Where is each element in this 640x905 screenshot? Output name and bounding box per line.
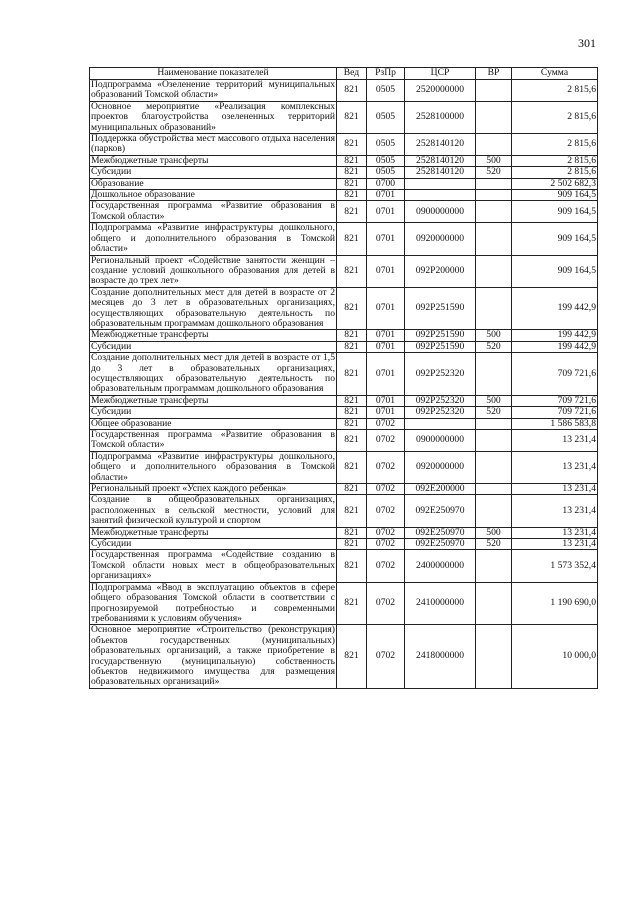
cell-vr — [476, 101, 512, 133]
cell-rzpr: 0702 — [367, 527, 405, 538]
cell-name: Создание в общеобразовательных организациях, расположенных в сельской местности, условий для занятий физической культурой и спортом — [91, 494, 335, 527]
cell-vr — [476, 430, 512, 452]
cell-rzpr: 0701 — [367, 255, 405, 287]
cell-ved: 821 — [337, 190, 367, 201]
table-row — [90, 287, 598, 330]
table-row — [90, 430, 598, 452]
cell-csr: 092P252320 — [405, 395, 476, 406]
table-row — [90, 178, 598, 189]
cell-name: Государственная программа «Содействие созданию в Томской области новых мест в общеобразовательных организациях» — [91, 549, 335, 582]
cell-csr — [405, 190, 476, 201]
cell-csr — [405, 418, 476, 429]
cell-ved: 821 — [337, 178, 367, 189]
cell-csr: 092P200000 — [405, 255, 476, 287]
cell-ved: 821 — [337, 418, 367, 429]
table-row — [90, 353, 598, 396]
cell-ved: 821 — [337, 80, 367, 102]
cell-rzpr: 0505 — [367, 155, 405, 166]
cell-ved: 821 — [337, 495, 367, 527]
header-vr: ВР — [476, 68, 512, 80]
table-row — [90, 201, 598, 223]
cell-name: Региональный проект «Успех каждого ребенка» — [90, 484, 337, 495]
cell-csr: 0900000000 — [405, 201, 476, 223]
budget-table — [89, 67, 598, 689]
cell-vr — [476, 418, 512, 429]
cell-sum: 2 502 682,3 — [512, 178, 598, 189]
cell-name: Образование — [90, 178, 337, 189]
cell-vr — [476, 80, 512, 102]
cell-csr: 0920000000 — [405, 451, 476, 483]
cell-sum: 13 231,4 — [512, 451, 598, 483]
table-row — [90, 223, 598, 255]
cell-csr: 092P252320 — [405, 407, 476, 418]
cell-csr: 092P251590 — [405, 330, 476, 341]
cell-rzpr: 0702 — [367, 625, 405, 688]
table-row — [90, 418, 598, 429]
cell-vr — [476, 484, 512, 495]
table-row — [90, 407, 598, 418]
cell-vr: 520 — [476, 341, 512, 352]
cell-sum: 13 231,4 — [512, 484, 598, 495]
cell-csr — [405, 178, 476, 189]
cell-ved: 821 — [337, 223, 367, 255]
table-row — [90, 255, 598, 287]
cell-csr: 092P252320 — [405, 353, 476, 396]
cell-ved: 821 — [337, 395, 367, 406]
cell-ved: 821 — [337, 582, 367, 625]
cell-rzpr: 0702 — [367, 582, 405, 625]
cell-sum: 909 164,5 — [512, 190, 598, 201]
cell-rzpr: 0702 — [367, 430, 405, 452]
cell-ved: 821 — [337, 155, 367, 166]
cell-vr — [476, 550, 512, 582]
cell-sum: 1 190 690,0 — [512, 582, 598, 625]
cell-name: Субсидии — [90, 407, 337, 418]
cell-sum: 2 815,6 — [512, 167, 598, 178]
cell-csr: 2528140120 — [405, 134, 476, 156]
cell-name: Межбюджетные трансферты — [90, 395, 337, 406]
cell-rzpr: 0702 — [367, 451, 405, 483]
table-body — [90, 80, 598, 689]
cell-sum: 909 164,5 — [512, 255, 598, 287]
cell-sum: 10 000,0 — [512, 625, 598, 688]
table-row — [90, 134, 598, 156]
cell-name: Подпрограмма «Развитие инфраструктуры дошкольного, общего и дополнительного образования в Томской области» — [91, 222, 335, 255]
cell-name: Государственная программа «Развитие образования в Томской области» — [91, 429, 335, 451]
cell-rzpr: 0702 — [367, 539, 405, 550]
cell-ved: 821 — [337, 255, 367, 287]
table-row — [90, 451, 598, 483]
cell-sum: 1 586 583,8 — [512, 418, 598, 429]
header-rzpr: РзПр — [367, 68, 405, 80]
cell-sum: 199 442,9 — [512, 341, 598, 352]
cell-name: Субсидии — [90, 539, 337, 550]
page-number: 301 — [578, 36, 596, 50]
cell-csr: 2410000000 — [405, 582, 476, 625]
cell-name: Субсидии — [90, 167, 337, 178]
cell-rzpr: 0505 — [367, 101, 405, 133]
cell-csr: 092E250970 — [405, 495, 476, 527]
cell-name: Субсидии — [90, 341, 337, 352]
cell-vr — [476, 353, 512, 396]
table-row — [90, 395, 598, 406]
table-row — [90, 80, 598, 102]
cell-rzpr: 0701 — [367, 201, 405, 223]
cell-csr: 2528140120 — [405, 155, 476, 166]
cell-sum: 2 815,6 — [512, 101, 598, 133]
cell-rzpr: 0701 — [367, 190, 405, 201]
cell-name: Подпрограмма «Развитие инфраструктуры дошкольного, общего и дополнительного образования в Томской области» — [91, 450, 335, 483]
table-row — [90, 625, 598, 688]
table-row — [90, 167, 598, 178]
table-row — [90, 330, 598, 341]
cell-vr — [476, 287, 512, 330]
cell-rzpr: 0702 — [367, 550, 405, 582]
cell-ved: 821 — [337, 430, 367, 452]
cell-ved: 821 — [337, 625, 367, 688]
cell-ved: 821 — [337, 287, 367, 330]
cell-rzpr: 0505 — [367, 134, 405, 156]
cell-csr: 0900000000 — [405, 430, 476, 452]
cell-csr: 2528140120 — [405, 167, 476, 178]
cell-rzpr: 0701 — [367, 395, 405, 406]
cell-sum: 13 231,4 — [512, 430, 598, 452]
cell-sum: 199 442,9 — [512, 287, 598, 330]
header-ved: Вед — [337, 68, 367, 80]
cell-sum: 709 721,6 — [512, 353, 598, 396]
cell-csr: 092E200000 — [405, 484, 476, 495]
cell-csr: 092E250970 — [405, 527, 476, 538]
cell-vr: 520 — [476, 167, 512, 178]
cell-ved: 821 — [337, 134, 367, 156]
table-row — [90, 155, 598, 166]
cell-csr: 0920000000 — [405, 223, 476, 255]
cell-vr: 500 — [476, 395, 512, 406]
cell-vr — [476, 223, 512, 255]
cell-vr: 500 — [476, 155, 512, 166]
cell-ved: 821 — [337, 527, 367, 538]
cell-rzpr: 0701 — [367, 341, 405, 352]
cell-rzpr: 0701 — [367, 353, 405, 396]
cell-vr — [476, 178, 512, 189]
cell-sum: 1 573 352,4 — [512, 550, 598, 582]
cell-ved: 821 — [337, 201, 367, 223]
cell-vr: 520 — [476, 407, 512, 418]
header-csr: ЦСР — [405, 68, 476, 80]
cell-csr: 092P251590 — [405, 287, 476, 330]
cell-name: Создание дополнительных мест для детей в возрасте от 1,5 до 3 лет в образовательных организациях, осуществляющих образовательную деятельность по образовательным программам дошкольного образования — [91, 352, 335, 395]
cell-rzpr: 0702 — [367, 495, 405, 527]
cell-rzpr: 0701 — [367, 330, 405, 341]
cell-sum: 13 231,4 — [512, 495, 598, 527]
table-row — [90, 539, 598, 550]
cell-ved: 821 — [337, 484, 367, 495]
cell-vr — [476, 190, 512, 201]
cell-ved: 821 — [337, 407, 367, 418]
table-row — [90, 582, 598, 625]
cell-name: Государственная программа «Развитие образования в Томской области» — [91, 200, 335, 222]
cell-name: Региональный проект «Содействие занятости женщин – создание условий дошкольного образования для детей в возрасте до трех лет» — [91, 254, 335, 287]
cell-sum: 2 815,6 — [512, 134, 598, 156]
cell-sum: 709 721,6 — [512, 407, 598, 418]
cell-csr: 092P251590 — [405, 341, 476, 352]
cell-name: Межбюджетные трансферты — [90, 330, 337, 341]
cell-ved: 821 — [337, 167, 367, 178]
header-sum: Сумма — [512, 68, 598, 80]
cell-name: Межбюджетные трансферты — [90, 155, 337, 166]
cell-vr: 520 — [476, 539, 512, 550]
table-row — [90, 550, 598, 582]
cell-vr — [476, 625, 512, 688]
cell-name: Дошкольное образование — [90, 190, 337, 201]
cell-name: Подпрограмма «Ввод в эксплуатацию объектов в сфере общего образования Томской области в соответствии с прогнозируемой потребностью и современными требованиями к условиям обучения» — [91, 581, 335, 624]
cell-vr — [476, 201, 512, 223]
cell-name: Основное мероприятие «Реализация комплексных проектов благоустройства озелененных территорий муниципальных образований» — [91, 100, 335, 133]
cell-name: Подпрограмма «Озеленение территорий муниципальных образований Томской области» — [91, 79, 335, 101]
cell-vr — [476, 255, 512, 287]
cell-name: Создание дополнительных мест для детей в возрасте от 2 месяцев до 3 лет в образовательных организациях, осуществляющих образовательную деятельность по образовательным программам дошкольного образования — [91, 286, 335, 329]
cell-ved: 821 — [337, 451, 367, 483]
cell-csr: 2400000000 — [405, 550, 476, 582]
cell-sum: 13 231,4 — [512, 527, 598, 538]
table-row — [90, 495, 598, 527]
cell-sum: 13 231,4 — [512, 539, 598, 550]
cell-sum: 199 442,9 — [512, 330, 598, 341]
cell-ved: 821 — [337, 539, 367, 550]
cell-ved: 821 — [337, 101, 367, 133]
table-row — [90, 190, 598, 201]
header-name: Наименование показателей — [90, 68, 337, 80]
cell-vr — [476, 451, 512, 483]
cell-rzpr: 0701 — [367, 287, 405, 330]
cell-rzpr: 0701 — [367, 407, 405, 418]
cell-vr — [476, 495, 512, 527]
cell-sum: 709 721,6 — [512, 395, 598, 406]
cell-vr — [476, 582, 512, 625]
table-row — [90, 527, 598, 538]
cell-rzpr: 0700 — [367, 178, 405, 189]
table-row — [90, 341, 598, 352]
cell-vr: 500 — [476, 330, 512, 341]
cell-vr: 500 — [476, 527, 512, 538]
cell-name: Межбюджетные трансферты — [90, 527, 337, 538]
cell-ved: 821 — [337, 550, 367, 582]
cell-ved: 821 — [337, 353, 367, 396]
cell-rzpr: 0701 — [367, 223, 405, 255]
table-header-row — [90, 68, 598, 80]
cell-csr: 2520000000 — [405, 80, 476, 102]
cell-rzpr: 0702 — [367, 418, 405, 429]
cell-vr — [476, 134, 512, 156]
cell-ved: 821 — [337, 330, 367, 341]
cell-name: Поддержка обустройства мест массового отдыха населения (парков) — [91, 133, 335, 155]
cell-csr: 2528100000 — [405, 101, 476, 133]
table-row — [90, 101, 598, 133]
cell-csr: 2418000000 — [405, 625, 476, 688]
cell-rzpr: 0505 — [367, 80, 405, 102]
cell-sum: 909 164,5 — [512, 223, 598, 255]
cell-rzpr: 0505 — [367, 167, 405, 178]
cell-ved: 821 — [337, 341, 367, 352]
table-row — [90, 484, 598, 495]
cell-sum: 2 815,6 — [512, 80, 598, 102]
cell-sum: 2 815,6 — [512, 155, 598, 166]
cell-csr: 092E250970 — [405, 539, 476, 550]
cell-sum: 909 164,5 — [512, 201, 598, 223]
cell-name: Основное мероприятие «Строительство (реконструкция) объектов государственных (муниципальных) образовательных организаций, а также приобретение в государственную (муниципальную) собственность объектов недвижимого имущества для размещения образовательных организаций» — [91, 624, 335, 688]
cell-rzpr: 0702 — [367, 484, 405, 495]
cell-name: Общее образование — [90, 418, 337, 429]
